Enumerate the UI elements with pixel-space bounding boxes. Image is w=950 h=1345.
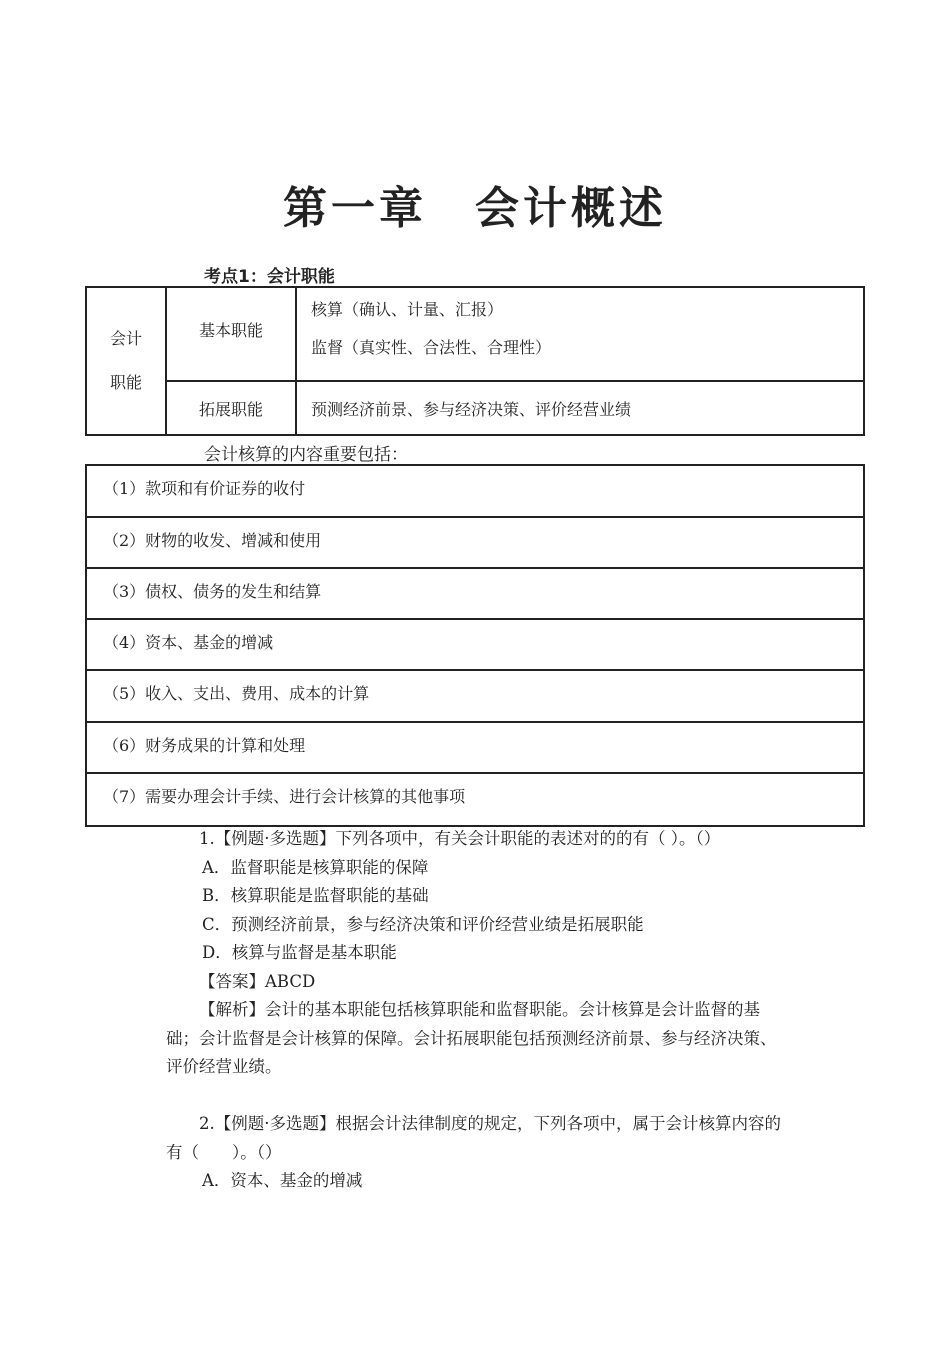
question-option: A．监督职能是核算职能的保障 [202,857,429,877]
page-title: 第一章 会计概述 [283,183,667,234]
question-analysis: 【解析】会计的基本职能包括核算职能和监督职能。会计核算是会计监督的基础；会计监督是会计核算的保障。会计拓展职能包括预测经济前景、参与经济决策、评价经营业绩。 [166,1000,777,1076]
basic-functions-desc [296,287,864,381]
functions-main-cell [86,287,166,435]
question-option: C．预测经济前景，参与经济决策和评价经营业绩是拓展职能 [202,914,644,934]
question-2 [166,1110,786,1196]
question-option: A．资本、基金的增减 [202,1171,363,1190]
question-stem: 2.【例题·多选题】根据会计法律制度的规定，下列各项中，属于会计核算内容的有（ ）。（） [166,1114,781,1162]
functions-table [85,286,865,436]
contents-item: （6）财务成果的计算和处理 [86,722,864,773]
contents-item: （2）财物的收发、增减和使用 [86,517,864,568]
basic-functions-label: 基本职能 [166,287,296,381]
contents-heading: 会计核算的内容重要包括： [204,445,408,465]
question-option: D．核算与监督是基本职能 [202,943,397,962]
basic-item: 核算（确认、计量、汇报） [311,300,504,319]
functions-main-label: 会计职能 [109,329,142,392]
question-option: B．核算职能是监督职能的基础 [202,886,429,905]
question-answer: 【答案】ABCD [199,971,316,991]
contents-item: （3）债权、债务的发生和结算 [86,568,864,619]
section-heading: 考点1：会计职能 [204,267,335,287]
contents-item: （1）款项和有价证券的收付 [86,465,864,517]
basic-item: 监督（真实性、合法性、合理性） [311,338,552,357]
contents-item: （7）需要办理会计手续、进行会计核算的其他事项 [86,773,864,826]
question-stem: 1.【例题·多选题】下列各项中，有关会计职能的表述对的的有（ ）。（） [199,829,721,848]
contents-item: （4）资本、基金的增减 [86,619,864,670]
extended-functions-label: 拓展职能 [166,381,296,435]
contents-table [85,464,865,827]
contents-item: （5）收入、支出、费用、成本的计算 [86,670,864,722]
question-1 [166,825,786,1082]
extended-functions-desc: 预测经济前景、参与经济决策、评价经营业绩 [296,381,864,435]
